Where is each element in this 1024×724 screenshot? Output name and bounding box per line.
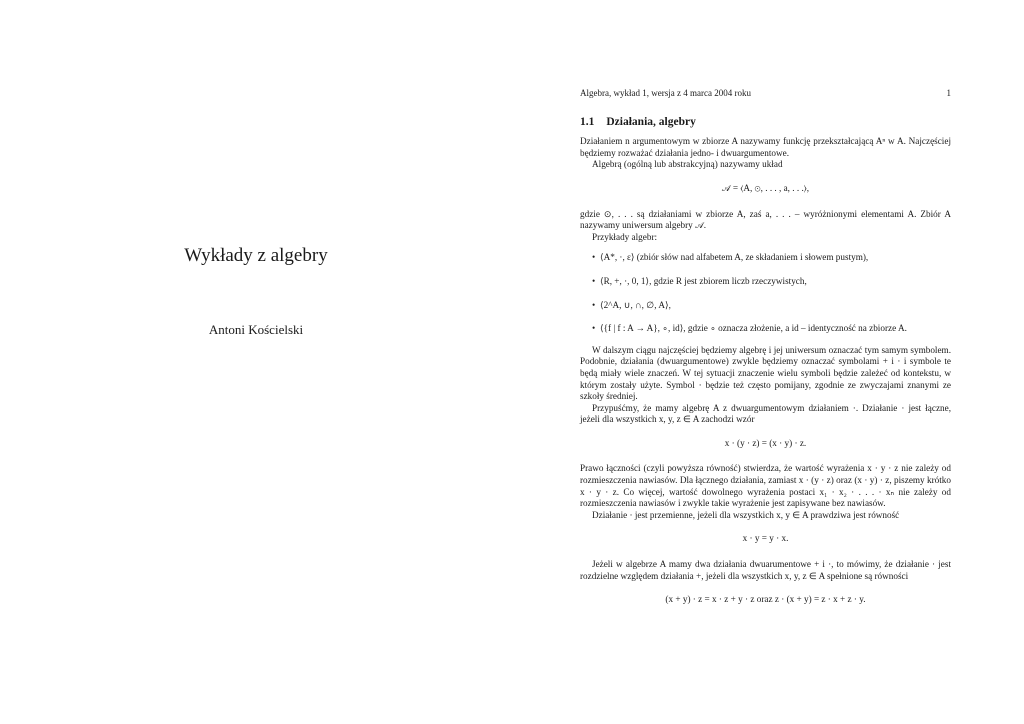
running-head-title: Algebra, wykład 1, wersja z 4 marca 2004 roku <box>580 88 751 98</box>
paragraph-associativity-law: Prawo łączności (czyli powyższa równość) stwierdza, że wartość wyrażenia x · y · z nie zależy od rozmieszczenia nawiasów. Dla łącznego działania, zamiast x · (y · z) oraz (x · y) · z, piszemy krótko x · y · z. Co więcej, wartość dowolnego wyrażenia postaci x₁ · x₂ · . . . · xₙ nie zależy od rozmieszczenia nawiasów i zwykle takie wyrażenie jest zapisywane bez nawiasów. <box>580 463 951 509</box>
bullet-icon: • <box>592 275 596 286</box>
paragraph-universe: gdzie ⊙, . . . są działaniami w zbiorze A, zaś a, . . . – wyróżnionymi elementami A. Zbiór A nazywamy uniwersum algebry 𝒜. <box>580 208 951 231</box>
book-author: Antoni Kościelski <box>208 322 304 337</box>
paragraph-notation: W dalszym ciągu najczęściej będziemy algebrę i jej uniwersum oznaczać tym samym symbolem. Podobnie, działania (dwuargumentowe) zwykle będziemy oznaczać symbolami + i · i symbole te będą miały wiele znaczeń. W tej sytuacji znaczenie wielu symboli będzie zależeć od kontekstu, w którym zostały użyte. Symbol · będzie też często pomijany, zgodnie ze zwyczajami znanymi ze szkoły średniej. <box>580 344 951 402</box>
formula-distributivity: (x + y) · z = x · z + y · z oraz z · (x + y) = z · x + z · y. <box>665 594 866 605</box>
example-text: ⟨R, +, ·, 0, 1⟩, gdzie R jest zbiorem liczb rzeczywistych, <box>600 275 807 286</box>
example-text: ⟨A*, ·, ε⟩ (zbiór słów nad alfabetem A, ze składaniem i słowem pustym), <box>600 252 869 263</box>
list-item <box>580 252 951 264</box>
section-number: 1.1 <box>580 115 595 128</box>
bullet-icon: • <box>592 299 596 310</box>
paragraph-distributive: Jeżeli w algebrze A mamy dwa działania dwuarumentowe + i ·, to mówimy, że działanie · jest rozdzielne względem działania +, jeżeli dla wszystkich x, y, z ∈ A spełnione są równości <box>580 559 951 581</box>
formula-associativity: x · (y · z) = (x · y) · z. <box>724 437 807 448</box>
bullet-icon: • <box>592 323 596 334</box>
formula-algebra: 𝒜 = ⟨A, ⊙, . . . , a, . . .⟩, <box>721 182 810 193</box>
book-title: Wykłady z algebry <box>184 245 328 266</box>
example-text: ⟨2^A, ∪, ∩, ∅, A⟩, <box>600 299 671 310</box>
paragraph-algebra: Algebrą (ogólną lub abstrakcyjną) nazywamy układ <box>592 159 783 170</box>
formula-commutativity: x · y = y · x. <box>742 533 789 544</box>
section-title: Działania, algebry <box>606 115 696 128</box>
examples-list <box>580 252 951 334</box>
paragraph-definition: Działaniem n argumentowym w zbiorze A nazywamy funkcję przekształcającą Aⁿ w A. Najczęściej będziemy rozważać działania jedno- i dwuargumentowe. <box>580 136 951 158</box>
bullet-icon: • <box>592 252 596 263</box>
section-heading <box>580 117 951 129</box>
page-number: 1 <box>946 88 951 98</box>
content-page <box>580 88 951 620</box>
paragraph-commutative: Działanie · jest przemienne, jeżeli dla wszystkich x, y ∈ A prawdziwa jest równość <box>592 509 900 520</box>
paragraph-associative: Przypuśćmy, że mamy algebrę A z dwuargumentowym działaniem ·. Działanie · jest łączne, jeżeli dla wszystkich x, y, z ∈ A zachodzi wzór <box>580 402 951 425</box>
running-head <box>580 88 951 100</box>
list-item <box>580 276 951 288</box>
example-text: ⟨{f | f : A → A}, ∘, id⟩, gdzie ∘ oznacza złożenie, a id – identyczność na zbiorze A. <box>600 323 907 334</box>
paragraph-examples-intro: Przykłady algebr: <box>592 231 658 242</box>
list-item <box>580 300 951 312</box>
list-item <box>580 323 951 335</box>
